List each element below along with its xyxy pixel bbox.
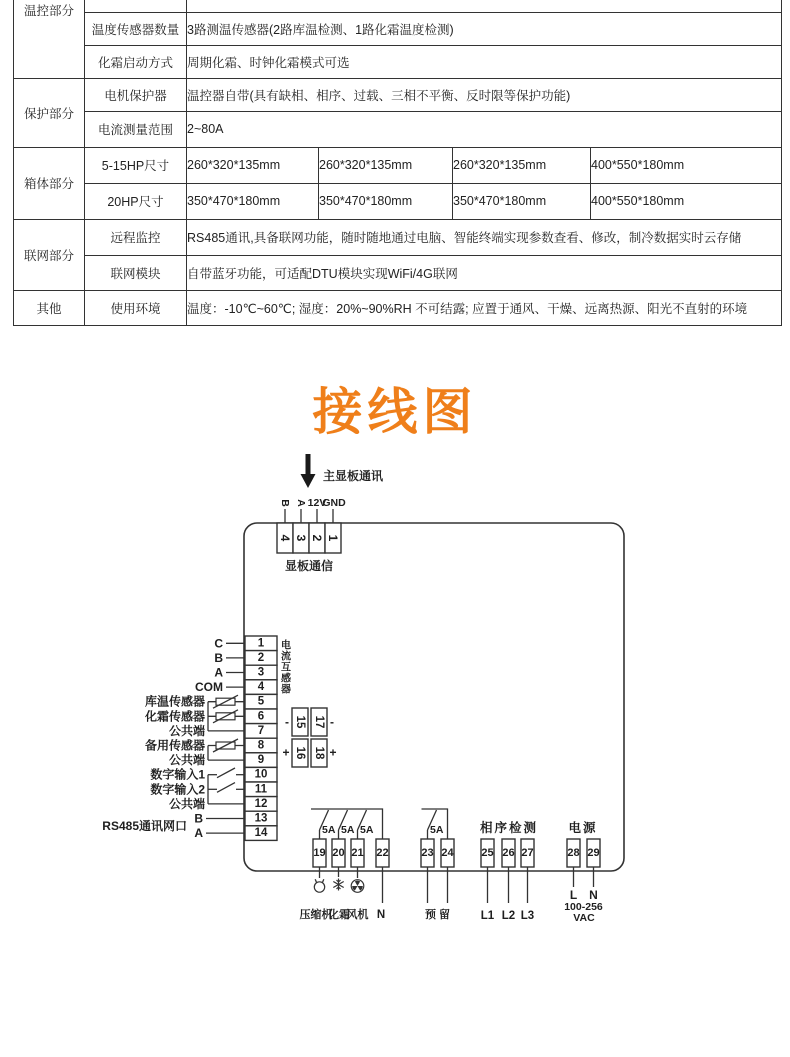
line-label: L — [569, 888, 578, 902]
left-row-labels — [102, 636, 223, 840]
input-label: 公共端 — [168, 796, 205, 811]
vac-range-label: 100-256 — [564, 901, 603, 913]
terminal-number: 16 — [294, 746, 306, 760]
terminal-number: 13 — [254, 812, 268, 825]
svg-text:电: 电 — [281, 640, 291, 652]
fan-icon — [351, 880, 364, 893]
left-wires — [206, 643, 245, 833]
fuse-rating: 5A — [341, 824, 355, 836]
section-cell-temp: 温控部分 — [14, 0, 85, 78]
spec-value-cell: 400*550*180mm — [591, 147, 782, 183]
input-label: B — [194, 811, 203, 826]
pin-label-a: A — [295, 499, 307, 507]
section-cell-protect: 保护部分 — [14, 78, 85, 147]
top-pin-wires — [285, 509, 333, 523]
pin-label-12v: 12V — [307, 497, 327, 509]
spec-label-cell: 使用环境 — [85, 290, 187, 325]
terminal-number: 4 — [257, 681, 265, 694]
spec-value-cell: 温控器自带(具有缺相、相序、过载、三相不平衡、反时限等保护功能) — [187, 78, 782, 111]
svg-text:互: 互 — [281, 662, 291, 674]
current-transformer-label — [280, 639, 291, 696]
input-label: COM — [195, 680, 223, 695]
spec-value-cell: 260*320*135mm — [319, 147, 453, 183]
l3-label: L3 — [520, 910, 535, 922]
spec-value-cell: 350*470*180mm — [453, 183, 591, 219]
spec-value-cell: 350*470*180mm — [319, 183, 453, 219]
svg-text:感: 感 — [281, 673, 291, 685]
left-terminal-strip — [245, 636, 277, 840]
terminal-number: 21 — [351, 847, 364, 859]
minus-sign: - — [285, 715, 289, 729]
terminal-number: 10 — [254, 768, 268, 781]
compressor-label: 压缩机 — [299, 909, 333, 921]
minus-sign: - — [330, 715, 334, 729]
display-comm-label: 显板通信 — [284, 559, 334, 573]
fuse-rating: 5A — [322, 824, 336, 836]
pin-label-gnd: GND — [322, 497, 346, 509]
svg-text:器: 器 — [281, 684, 291, 696]
fuse-rating: 5A — [430, 824, 444, 836]
terminal-number: 14 — [254, 827, 268, 840]
section-cell-box: 箱体部分 — [14, 147, 85, 219]
input-label: 公共端 — [168, 753, 205, 768]
terminal-number: 3 — [294, 534, 308, 542]
input-label: 备用传感器 — [144, 738, 205, 753]
wiring-diagram-title: 接线图 — [312, 384, 478, 440]
reserved-label: 预 留 — [424, 909, 451, 921]
spec-label-cell: 化霜启动方式 — [85, 45, 187, 78]
down-arrow-icon — [301, 454, 316, 488]
terminal-number: 4 — [278, 534, 292, 542]
spec-value-cell: 260*320*135mm — [453, 147, 591, 183]
terminal-number: 27 — [521, 847, 534, 859]
terminal-number: 7 — [257, 724, 265, 737]
terminal-number: 3 — [257, 666, 265, 679]
input-label: 库温传感器 — [144, 694, 205, 709]
spec-value-cell: 350*470*180mm — [187, 183, 319, 219]
spec-label-cell: 温度传感器数量 — [85, 12, 187, 45]
terminal-number: 1 — [326, 534, 340, 542]
vac-label: VAC — [573, 912, 595, 924]
terminal-number: 25 — [481, 847, 494, 859]
terminal-number: 28 — [567, 847, 580, 859]
phase-detect-label: 相序检测 — [479, 821, 539, 835]
spec-label-cell: 远程监控 — [85, 219, 187, 255]
arrow-label: 主显板通讯 — [323, 469, 384, 483]
plus-sign: + — [282, 745, 290, 760]
terminal-number: 19 — [313, 847, 326, 859]
plus-sign: + — [329, 745, 337, 760]
rs485-port-label: RS485通讯网口 — [102, 819, 187, 833]
terminal-number: 26 — [502, 847, 515, 859]
terminal-number: 18 — [313, 746, 325, 760]
input-label: 数字输入1 — [150, 767, 205, 782]
terminal-number: 11 — [254, 783, 268, 796]
neutral-label: N — [376, 909, 386, 921]
input-label: 数字输入2 — [150, 782, 205, 797]
terminal-number: 22 — [376, 847, 389, 859]
input-label: 化霜传感器 — [144, 709, 205, 724]
controller-body — [244, 523, 624, 871]
spec-label-cell: 5-15HP尺寸 — [85, 147, 187, 183]
spec-label-cell: 电流测量范围 — [85, 111, 187, 147]
spec-label-cell: 联网模块 — [85, 255, 187, 290]
terminal-number: 5 — [257, 695, 265, 708]
svg-text:流: 流 — [281, 651, 291, 663]
spec-value-cell: 自带蓝牙功能，可适配DTU模块实现WiFi/4G联网 — [187, 255, 782, 290]
l2-label: L2 — [501, 910, 516, 922]
compressor-icon — [314, 879, 324, 892]
spec-value-cell: RS485通讯,具备联网功能，随时随地通过电脑、智能终端实现参数查看、修改，制冷数据实时云存储 — [187, 219, 782, 255]
display-comm-terminal-block — [277, 523, 341, 553]
spec-value-cell: 2~80A — [187, 111, 782, 147]
spec-label-cell: 电机保护器 — [85, 78, 187, 111]
terminal-number: 2 — [257, 651, 265, 664]
fuse-rating: 5A — [360, 824, 374, 836]
pin-label-b: B — [279, 499, 291, 507]
spec-value-cell: 温度：-10℃~60℃; 湿度：20%~90%RH 不可结露; 应置于通风、干燥、远离热源、阳光不直射的环境 — [187, 290, 782, 325]
input-label: C — [214, 636, 223, 651]
input-label: A — [214, 665, 223, 680]
defrost-snowflake-icon — [333, 879, 343, 891]
section-cell-other: 其他 — [14, 290, 85, 325]
input-label: A — [194, 826, 203, 841]
terminal-number: 24 — [441, 847, 454, 859]
terminal-number: 2 — [310, 534, 324, 542]
section-cell-network: 联网部分 — [14, 219, 85, 290]
spec-value-cell: 周期化霜、时钟化霜模式可选 — [187, 45, 782, 78]
sensor-thermistor-icons — [213, 695, 238, 752]
l1-label: L1 — [480, 910, 495, 922]
input-label: 公共端 — [168, 723, 205, 738]
fan-label: 风机 — [346, 909, 369, 921]
power-label: 电源 — [568, 821, 598, 835]
spec-value-cell: 400*550*180mm — [591, 183, 782, 219]
neutral2-label: N — [589, 888, 598, 902]
defrost-label: 化霜 — [328, 909, 350, 921]
terminal-number: 29 — [587, 847, 600, 859]
terminal-number: 23 — [421, 847, 434, 859]
terminal-number: 12 — [254, 797, 268, 810]
spec-value-cell: 3路测温传感器(2路库温检测、1路化霜温度检测) — [187, 12, 782, 45]
terminal-number: 20 — [332, 847, 345, 859]
input-label: B — [214, 650, 223, 665]
terminal-number: 17 — [313, 715, 325, 729]
terminal-number: 9 — [257, 754, 265, 767]
terminal-number: 8 — [257, 739, 265, 752]
spec-label-cell: 20HP尺寸 — [85, 183, 187, 219]
terminal-number: 6 — [257, 710, 265, 723]
spec-value-cell: 260*320*135mm — [187, 147, 319, 183]
terminal-number: 15 — [294, 715, 306, 729]
terminal-number: 1 — [257, 637, 265, 650]
